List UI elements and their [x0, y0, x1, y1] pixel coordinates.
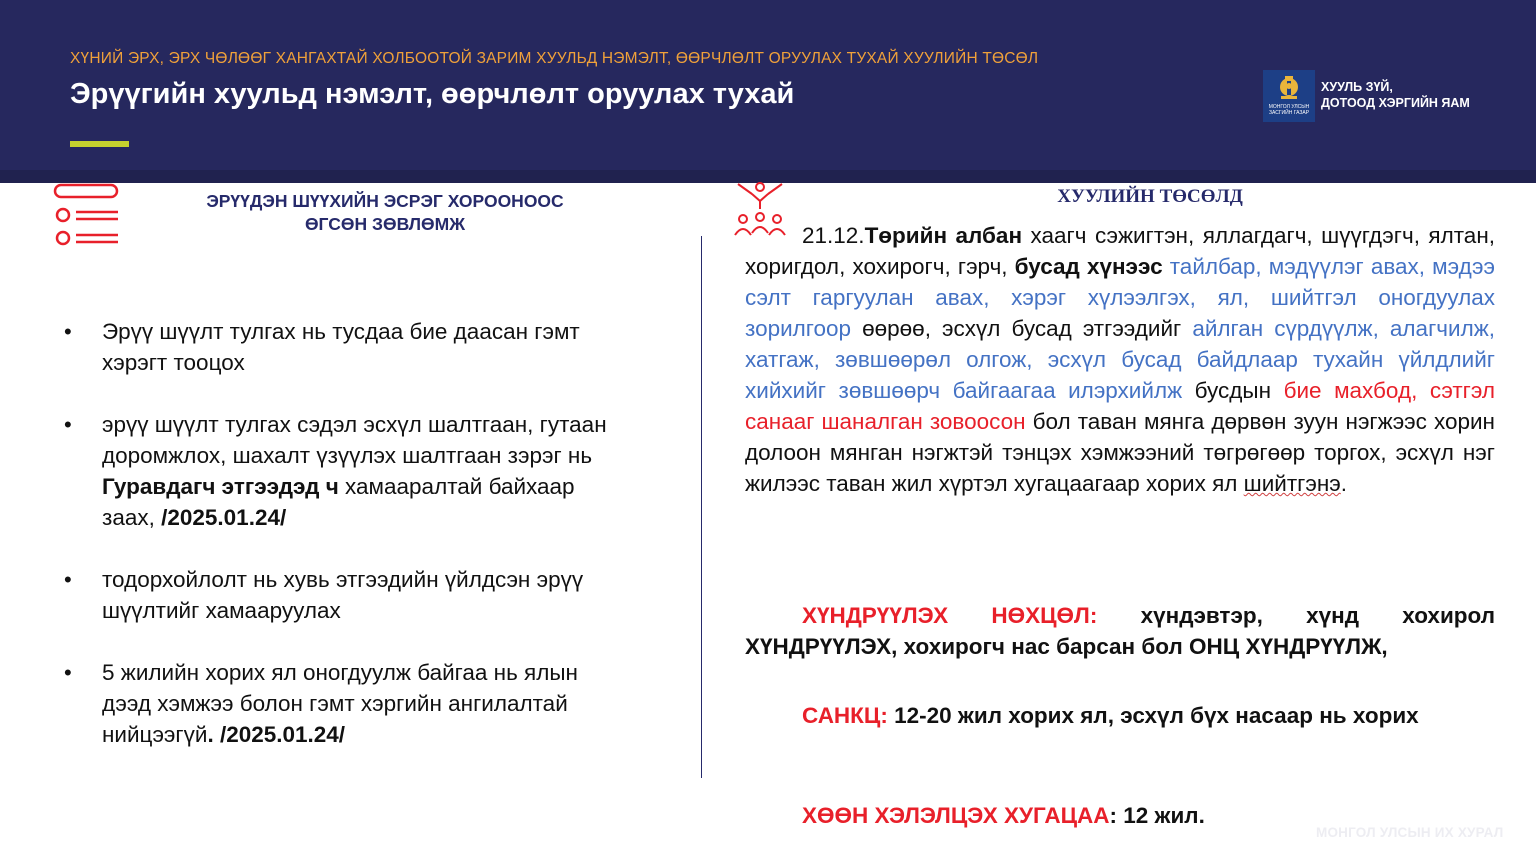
limitation-text: : 12 жил. [1109, 803, 1205, 828]
ministry-name [1321, 80, 1470, 111]
aggravating-circumstances [745, 600, 1495, 662]
sanction [745, 700, 1495, 731]
list-item-text: тодорхойлолт нь хувь этгээдийн үйлдсэн эрүү шүүлтийг хамааруулах [102, 567, 584, 623]
slide-eyebrow: ХҮНИЙ ЭРХ, ЭРХ ЧӨЛӨӨГ ХАНГАХТАЙ ХОЛБООТОЙ ЗАРИМ ХУУЛЬД НЭМЭЛТ, ӨӨРЧЛӨЛТ ОРУУЛАХ ТУХАЙ ХУУЛИЙН ТӨСӨЛ [70, 50, 1039, 67]
recommendations-heading [180, 190, 590, 236]
article-21-12 [745, 220, 1495, 499]
column-divider [701, 236, 702, 778]
slide-title: Эрүүгийн хуульд нэмэлт, өөрчлөлт оруулах тухай [70, 78, 795, 110]
article-text: бол таван мянга дөрвөн зуун нэгжээс хорин долоон мянган нэгжтэй тэнцэх хэмжээний төгрөгөөр торгох, эсхүл нэг жилээс таван жил хүртэл хугацаагаар хорих ял [745, 409, 1495, 496]
title-accent-bar [70, 141, 129, 147]
list-item-date: /2025.01.24/ [161, 505, 287, 530]
list-icon [52, 183, 120, 249]
bullet-dot-icon: • [64, 319, 72, 344]
sanction-label: САНКЦ: [802, 703, 888, 728]
recommendations-heading-line2: ӨГСӨН ЗӨВЛӨМЖ [304, 214, 466, 234]
list-item-text: Эрүү шүүлт тулгах нь тусдаа бие даасан гэмт хэрэгт тооцох [102, 319, 580, 375]
ministry-name-line2: ДОТООД ХЭРГИЙН ЯАМ [1321, 95, 1470, 110]
bullet-dot-icon: • [64, 567, 72, 592]
list-item [64, 564, 624, 626]
article-highlight-red: бие махбод, сэтгэл санааг шаналган зовоосон [745, 378, 1495, 434]
list-item [64, 409, 624, 533]
article-number: 21.12. [802, 223, 865, 248]
article-text: бусдын [1182, 378, 1284, 403]
list-item-emphasis: Гуравдагч этгээдэд ч [102, 474, 339, 499]
list-item-text: хамааралтай байхаар заах, [102, 474, 575, 530]
limitation-label: ХӨӨН ХЭЛЭЛЦЭХ ХУГАЦАА [802, 803, 1110, 828]
ministry-name-line1: ХУУЛЬ ЗҮЙ, [1321, 80, 1393, 94]
list-item-text: эрүү шүүлт тулгах сэдэл эсхүл шалтгаан, гутаан доромжлох, шахалт үзүүлэх шалтгаан зэрэг нь [102, 412, 607, 468]
article-underlined: шийтгэнэ [1243, 471, 1341, 496]
emblem-caption: МОНГОЛ УЛСЫН ЗАСГИЙН ГАЗАР [1268, 104, 1310, 116]
watermark: МОНГОЛ УЛСЫН ИХ ХУРАЛ [1316, 825, 1504, 840]
bullet-dot-icon: • [64, 660, 72, 685]
recommendations-heading-line1: ЭРҮҮДЭН ШҮҮХИЙН ЭСРЭГ ХОРООНООС [206, 191, 564, 211]
bullet-dot-icon: • [64, 412, 72, 437]
aggravating-text: хүндэвтэр, хүнд хохирол ХҮНДРҮҮЛЭХ, хохирогч нас барсан бол ОНЦ ХҮНДРҮҮЛЖ, [745, 603, 1495, 659]
list-item [64, 316, 624, 378]
article-text: хаагч сэжигтэн, яллагдагч, шүүгдэгч, ялтан, хоригдол, хохирогч, гэрч, [745, 223, 1495, 279]
recommendations-list [64, 316, 624, 781]
list-item-date: . /2025.01.24/ [207, 722, 346, 747]
article-bold: бусад хүнээс [1014, 254, 1163, 279]
article-highlight-blue: тайлбар, мэдүүлэг авах, мэдээ сэлт гаргуулан авах, хэрэг хүлээлгэх, ял, шийтгэл оногдуулах зорилгоор [745, 254, 1495, 341]
draft-law-heading: ХУУЛИЙН ТӨСӨЛД [1057, 186, 1243, 207]
article-text: . [1340, 471, 1348, 496]
aggravating-label: ХҮНДРҮҮЛЭХ НӨХЦӨЛ: [802, 603, 1098, 628]
article-bold: Төрийн албан [864, 223, 1023, 248]
list-item [64, 657, 624, 750]
list-item-text: 5 жилийн хорих ял оногдуулж байгаа нь ялын дээд хэмжээ болон гэмт хэргийн ангилалтай нийцээгүй [102, 660, 578, 747]
sanction-text: 12-20 жил хорих ял, эсхүл бүх насаар нь хорих [887, 703, 1419, 728]
article-text: өөрөө, эсхүл бусад этгээдийг [851, 316, 1193, 341]
article-highlight-blue: айлган сүрдүүлж, алагчилж, хатгаж, зөвшөөрөл олгож, эсхүл бусад байдлаар тухайн үйлдлийг хийхийг зөвшөөрч байгаагаа илэрхийлж [745, 316, 1496, 403]
